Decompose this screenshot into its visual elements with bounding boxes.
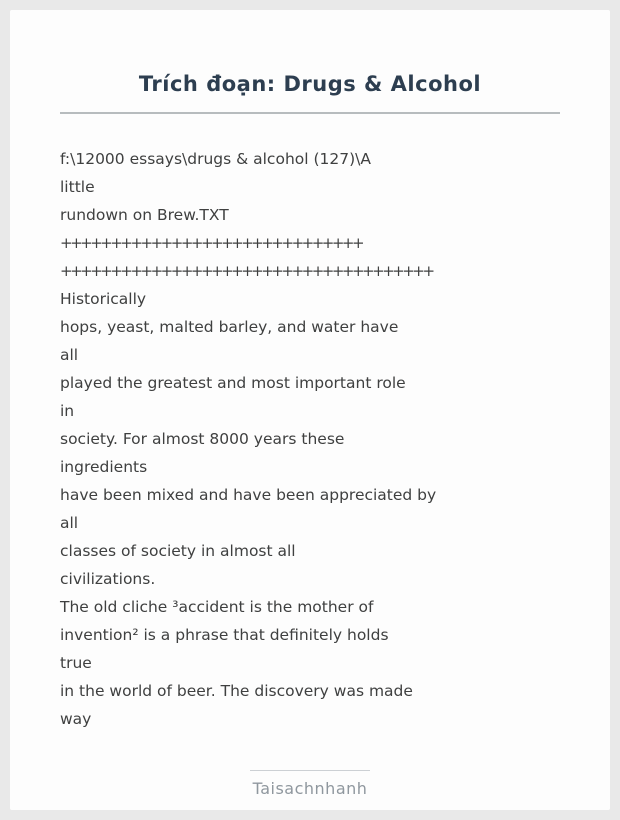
document-body bbox=[60, 145, 580, 733]
text-line: all bbox=[60, 346, 79, 364]
text-line: in bbox=[60, 402, 75, 420]
plus-separator-line: ++++++++++++++++++++++++++++++ bbox=[60, 234, 363, 252]
text-line: civilizations. bbox=[60, 570, 156, 588]
footer bbox=[10, 770, 610, 798]
text-line: rundown on Brew.TXT bbox=[60, 206, 229, 224]
text-line: hops, yeast, malted barley, and water have bbox=[60, 318, 399, 336]
text-line: classes of society in almost all bbox=[60, 542, 296, 560]
text-line: in the world of beer. The discovery was made bbox=[60, 682, 413, 700]
text-line: ingredients bbox=[60, 458, 148, 476]
text-line: little bbox=[60, 178, 95, 196]
text-line: all bbox=[60, 514, 79, 532]
text-line: society. For almost 8000 years these bbox=[60, 430, 345, 448]
plus-separator-line: +++++++++++++++++++++++++++++++++++++ bbox=[60, 262, 433, 280]
text-line: invention² is a phrase that definitely holds bbox=[60, 626, 389, 644]
text-line: The old cliche ³accident is the mother of bbox=[60, 598, 374, 616]
footer-brand: Taisachnhanh bbox=[252, 779, 368, 798]
text-line: have been mixed and have been appreciated by bbox=[60, 486, 437, 504]
page-title: Trích đoạn: Drugs & Alcohol bbox=[138, 72, 482, 96]
text-line: Historically bbox=[60, 290, 147, 308]
document-card bbox=[10, 10, 610, 810]
title-divider bbox=[60, 112, 560, 114]
text-line: way bbox=[60, 710, 92, 728]
text-line: f:\12000 essays\drugs & alcohol (127)\A bbox=[60, 150, 371, 168]
text-line: played the greatest and most important role bbox=[60, 374, 406, 392]
text-line: true bbox=[60, 654, 92, 672]
footer-divider bbox=[250, 770, 370, 771]
